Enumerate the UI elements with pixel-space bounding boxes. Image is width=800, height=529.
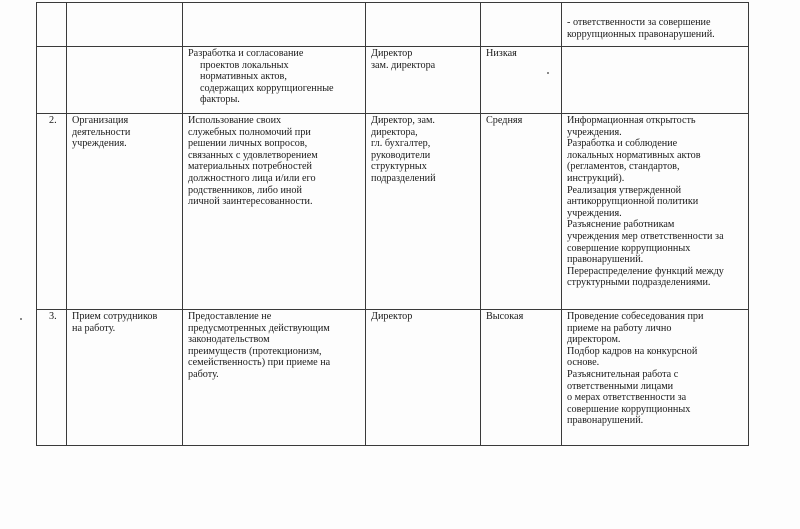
- measures-line: Реализация утвержденной: [567, 184, 682, 196]
- risk-level-text: Низкая: [486, 48, 517, 59]
- object-cell: [67, 47, 183, 114]
- responsible-line: директора,: [371, 126, 418, 138]
- measures-cell: [562, 310, 749, 446]
- scan-speck: [20, 318, 22, 320]
- object-cell: [67, 310, 183, 446]
- description-line: личной заинтересованности.: [188, 196, 313, 208]
- description-line: факторы.: [200, 94, 240, 106]
- description-cell: [183, 114, 366, 310]
- description-line: нормативных актов,: [200, 71, 287, 83]
- description-cell: [183, 47, 366, 114]
- responsible-line: зам. директора: [371, 59, 436, 71]
- responsible-line: Директор: [371, 48, 413, 59]
- description-line: должностного лица и/или его: [188, 172, 316, 184]
- measures-line: Информационная открытость: [567, 115, 696, 126]
- table-row-projects: [37, 47, 749, 114]
- responsible-line: гл. бухгалтер,: [371, 138, 431, 150]
- row-number: 2.: [49, 115, 57, 126]
- description-line: семейственность) при приеме на: [188, 357, 331, 369]
- measures-line: о мерах ответственности за: [567, 392, 687, 404]
- description-line: преимуществ (протекционизм,: [188, 345, 322, 357]
- measures-line: совершение коррупционных: [567, 403, 691, 415]
- number-cell: [37, 114, 67, 310]
- responsible-cell: [366, 114, 481, 310]
- measures-line: локальных нормативных актов: [567, 149, 701, 161]
- description-line: связанных с удовлетворением: [188, 149, 318, 161]
- object-line: Организация: [72, 115, 129, 126]
- risk-level-cell: [481, 3, 562, 47]
- measures-line: Разъяснительная работа с: [567, 368, 679, 380]
- measures-line: Разработка и соблюдение: [567, 138, 678, 150]
- measures-line: - ответственности за совершение: [567, 17, 711, 28]
- risk-level-text: Высокая: [486, 311, 524, 322]
- scan-speck: [547, 72, 549, 74]
- description-line: родственников, либо иной: [188, 184, 302, 196]
- object-line: деятельности: [72, 126, 131, 138]
- measures-line: Подбор кадров на конкурсной: [567, 345, 698, 357]
- responsible-line: Директор, зам.: [371, 115, 435, 126]
- description-line: Разработка и согласование: [188, 48, 304, 59]
- measures-line: инструкций).: [567, 172, 625, 184]
- measures-line: структурными подразделениями.: [567, 277, 711, 289]
- measures-line: Разъяснение работникам: [567, 219, 675, 231]
- description-line: решении личных вопросов,: [188, 138, 308, 150]
- measures-line: ответственными лицами: [567, 380, 674, 392]
- measures-cell: [562, 47, 749, 114]
- measures-line: (регламентов, стандартов,: [567, 161, 680, 173]
- number-cell: [37, 47, 67, 114]
- table-row-2: [37, 114, 749, 310]
- responsible-line: подразделений: [371, 172, 436, 184]
- measures-line: правонарушений.: [567, 254, 644, 266]
- risk-level-text: Средняя: [486, 115, 523, 126]
- measures-line: совершение коррупционных: [567, 242, 691, 254]
- responsible-cell: [366, 310, 481, 446]
- measures-line: антикоррупционной политики: [567, 196, 699, 208]
- measures-cell: [562, 114, 749, 310]
- description-line: работу.: [188, 368, 219, 380]
- measures-cell: [562, 3, 749, 47]
- measures-line: учреждения.: [567, 207, 622, 219]
- description-line: содержащих коррупциогенные: [200, 82, 334, 94]
- description-line: законодательством: [188, 334, 270, 346]
- measures-line: учреждения.: [567, 126, 622, 138]
- table-row-continued: [37, 3, 749, 47]
- description-line: служебных полномочий при: [188, 126, 311, 138]
- responsible-cell: [366, 47, 481, 114]
- risk-level-cell: [481, 114, 562, 310]
- risk-level-cell: [481, 310, 562, 446]
- risk-table: [36, 2, 749, 446]
- object-cell: [67, 3, 183, 47]
- description-line: проектов локальных: [200, 59, 289, 71]
- measures-line: приеме на работу лично: [567, 322, 672, 334]
- responsible-line: Директор: [371, 311, 413, 322]
- risk-level-cell: [481, 47, 562, 114]
- measures-line: основе.: [567, 357, 600, 369]
- number-cell: [37, 3, 67, 47]
- measures-line: правонарушений.: [567, 415, 644, 427]
- description-cell: [183, 3, 366, 47]
- measures-line: Перераспределение функций между: [567, 265, 724, 277]
- measures-line: учреждения мер ответственности за: [567, 230, 724, 242]
- measures-line: директором.: [567, 334, 621, 346]
- description-line: предусмотренных действующим: [188, 322, 330, 334]
- measures-line: Проведение собеседования при: [567, 311, 704, 322]
- row-number: 3.: [49, 311, 57, 322]
- responsible-line: структурных: [371, 161, 427, 173]
- responsible-cell: [366, 3, 481, 47]
- object-cell: [67, 114, 183, 310]
- description-line: материальных потребностей: [188, 161, 312, 173]
- object-line: Прием сотрудников: [72, 311, 158, 322]
- responsible-line: руководители: [371, 149, 431, 161]
- description-line: Предоставление не: [188, 311, 272, 322]
- description-line: Использование своих: [188, 115, 282, 126]
- object-line: на работу.: [72, 322, 116, 334]
- description-cell: [183, 310, 366, 446]
- measures-line: коррупционных правонарушений.: [567, 28, 715, 40]
- table-row-3: [37, 310, 749, 446]
- object-line: учреждения.: [72, 138, 127, 150]
- number-cell: [37, 310, 67, 446]
